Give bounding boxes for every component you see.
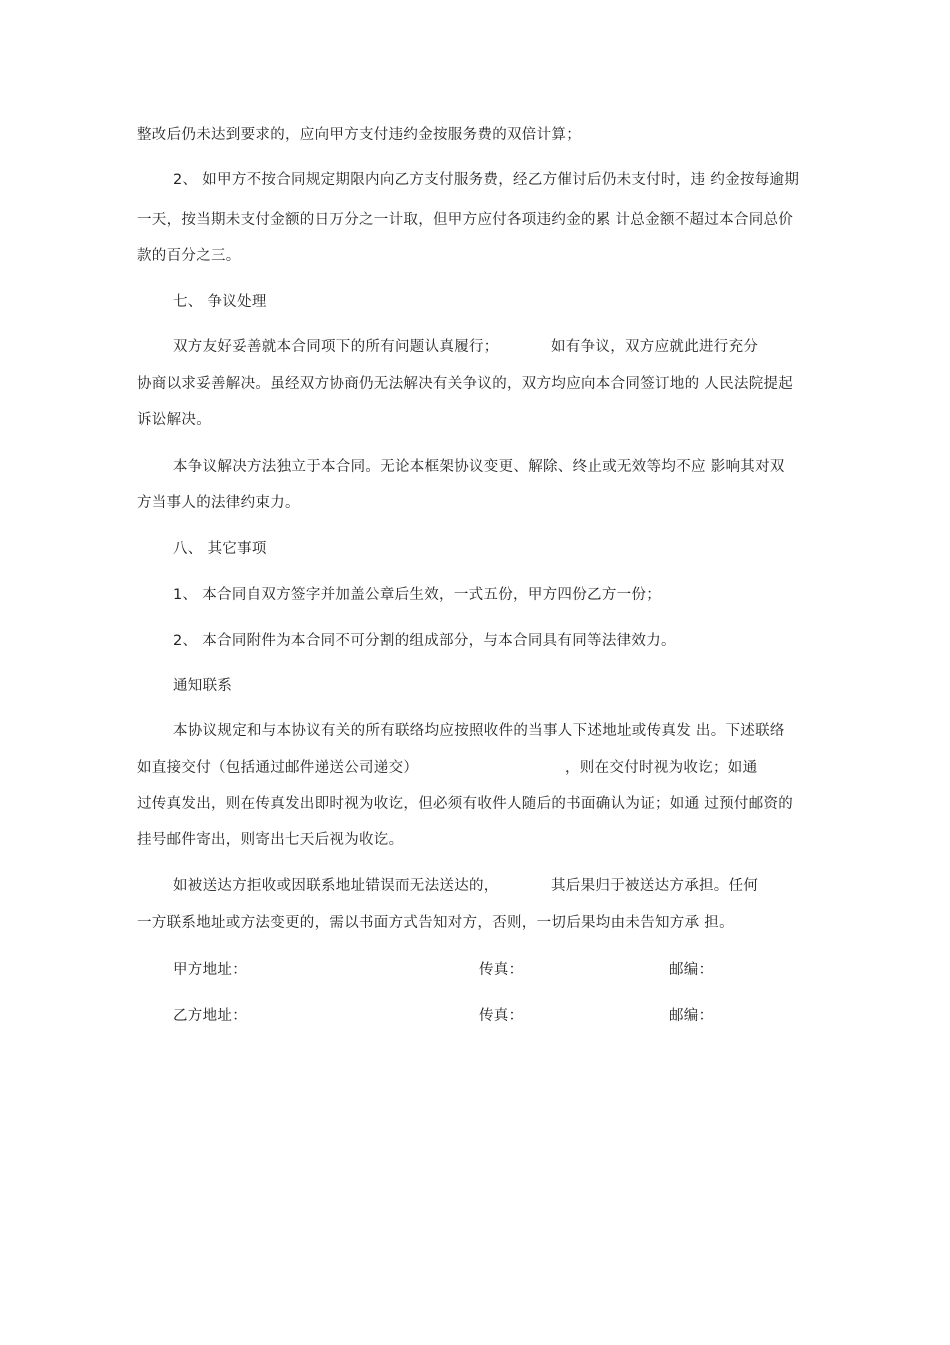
refusal-line-2: 一方联系地址或方法变更的，需以书面方式告知对方，否则，一切后果均由未告知方承 担。: [137, 915, 734, 931]
party-b-postcode-label: 邮编：: [669, 1008, 714, 1024]
notice-heading: 通知联系: [173, 678, 233, 694]
notice-line-2b: ，则在交付时视为收讫；如通: [565, 760, 758, 776]
notice-line-3: 过传真发出，则在传真发出即时视为收讫，但必须有收件人随后的书面确认为证；如通 过预付邮资的: [137, 796, 794, 812]
section-8-heading: 八、 其它事项: [173, 541, 267, 557]
party-a-address-label: 甲方地址：: [173, 962, 247, 978]
dispute-line-2: 协商以求妥善解决。虽经双方协商仍无法解决有关争议的，双方均应向本合同签订地的 人民法院提起: [137, 376, 794, 392]
independence-line-1: 本争议解决方法独立于本合同。无论本框架协议变更、解除、终止或无效等均不应 影响其对双: [173, 459, 785, 475]
clause-2-line-1: 2、 如甲方不按合同规定期限内向乙方支付服务费，经乙方催讨后仍未支付时，违 约金按每逾期: [173, 172, 800, 188]
notice-line-4: 挂号邮件寄出，则寄出七天后视为收讫。: [137, 832, 404, 848]
paragraph-line: 整改后仍未达到要求的，应向甲方支付违约金按服务费的双倍计算；: [137, 127, 581, 143]
dispute-line-1b: 如有争议，双方应就此进行充分: [551, 339, 759, 355]
notice-line-2a: 如直接交付（包括通过邮件递送公司递交）: [137, 760, 419, 776]
other-item-1: 1、 本合同自双方签字并加盖公章后生效，一式五份，甲方四份乙方一份；: [173, 587, 662, 603]
party-b-address-label: 乙方地址：: [173, 1008, 247, 1024]
independence-line-2: 方当事人的法律约束力。: [137, 495, 300, 511]
party-a-fax-label: 传真：: [479, 962, 524, 978]
refusal-line-1b: 其后果归于被送达方承担。任何: [551, 878, 759, 894]
clause-2-line-2: 一天，按当期未支付金额的日万分之一计取，但甲方应付各项违约金的累 计总金额不超过本合同总价: [137, 212, 794, 228]
party-b-fax-label: 传真：: [479, 1008, 524, 1024]
party-a-postcode-label: 邮编：: [669, 962, 714, 978]
clause-2-line-3: 款的百分之三。: [137, 248, 241, 264]
section-7-heading: 七、 争议处理: [173, 294, 267, 310]
dispute-line-3: 诉讼解决。: [137, 412, 211, 428]
dispute-line-1a: 双方友好妥善就本合同项下的所有问题认真履行；: [173, 339, 499, 355]
refusal-line-1a: 如被送达方拒收或因联系地址错误而无法送达的，: [173, 878, 499, 894]
notice-line-1: 本协议规定和与本协议有关的所有联络均应按照收件的当事人下述地址或传真发 出。下述联络: [173, 723, 785, 739]
other-item-2: 2、 本合同附件为本合同不可分割的组成部分，与本合同具有同等法律效力。: [173, 633, 676, 649]
